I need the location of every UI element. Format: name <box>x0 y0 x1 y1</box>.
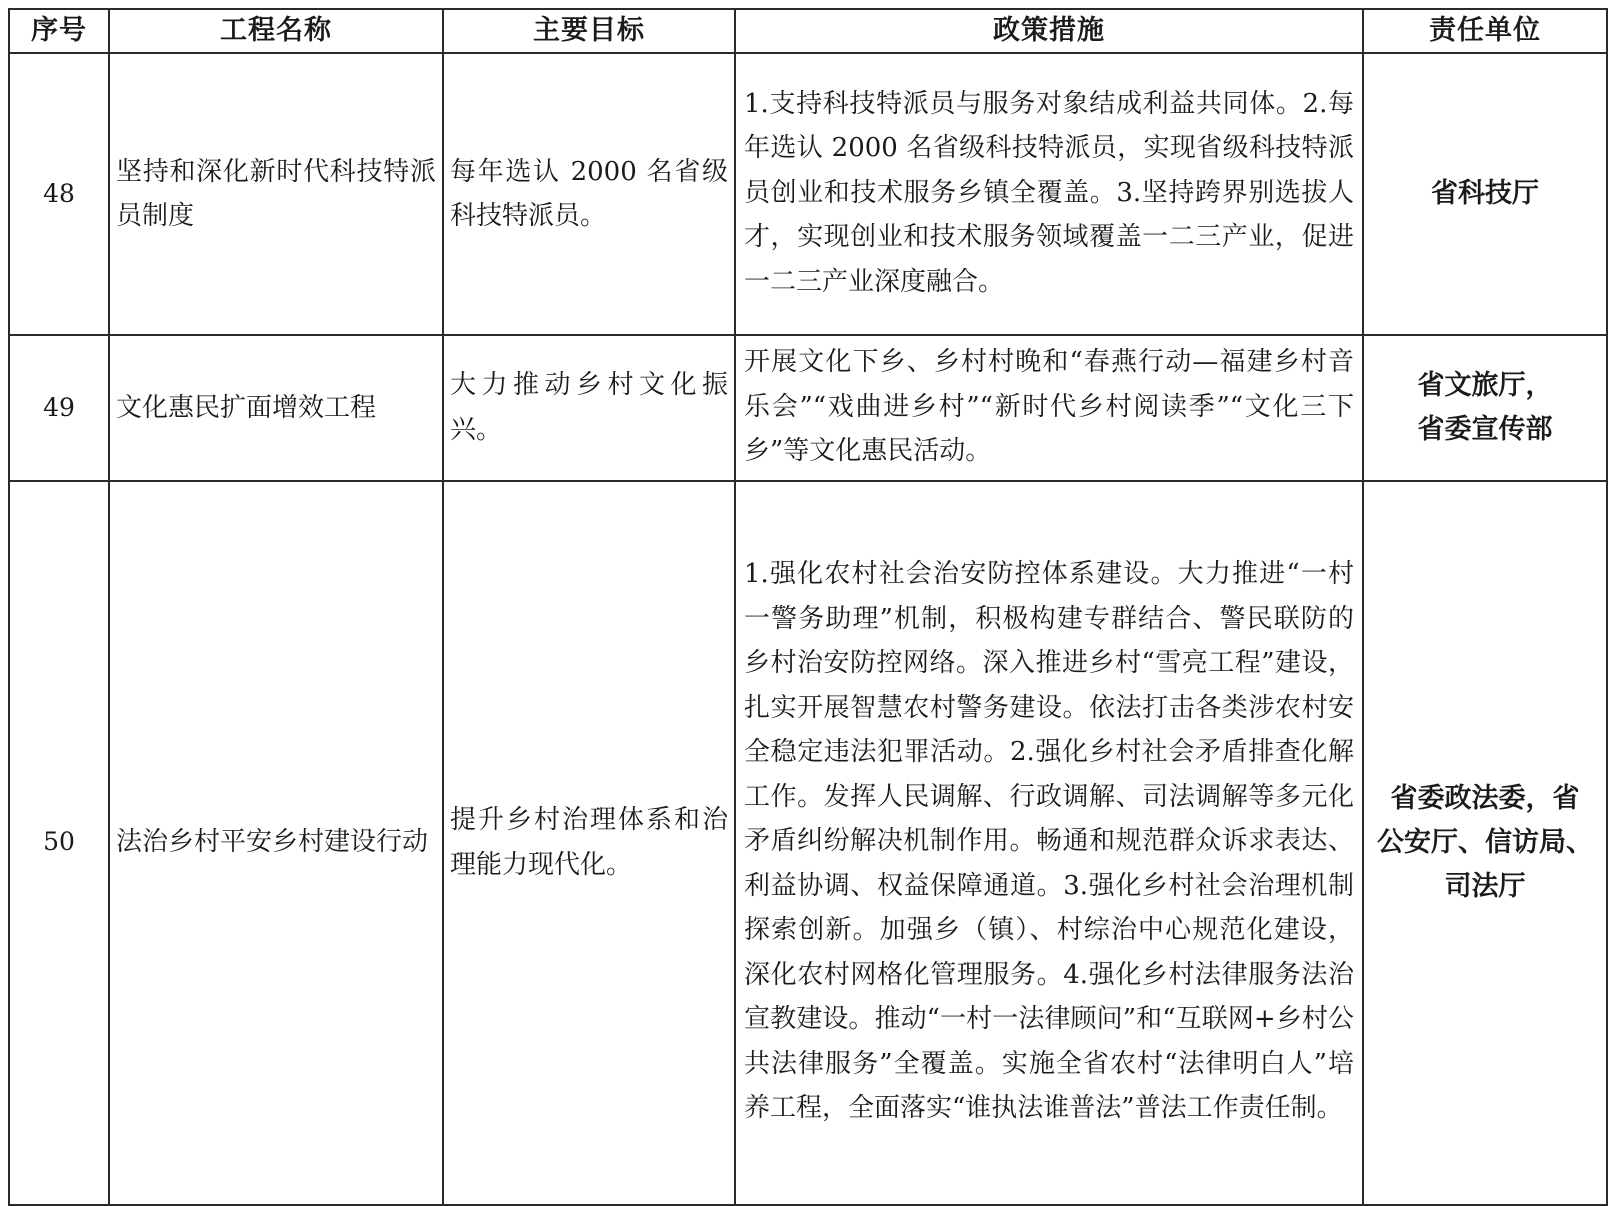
policy-table <box>8 8 1608 1206</box>
row-number: 50 <box>9 481 109 1205</box>
policy-table-page <box>8 8 1606 1206</box>
project-name: 法治乡村平安乡村建设行动 <box>109 481 443 1205</box>
table-row <box>9 481 1607 1205</box>
header-row <box>9 9 1607 53</box>
main-goal: 每年选认 2000 名省级科技特派员。 <box>443 53 735 335</box>
responsible-unit <box>1363 481 1607 1205</box>
policy-measures: 1.强化农村社会治安防控体系建设。大力推进“一村一警务助理”机制，积极构建专群结合、警民联防的乡村治安防控网络。深入推进乡村“雪亮工程”建设，扎实开展智慧农村警务建设。依法打击各类涉农村安全稳定违法犯罪活动。2.强化乡村社会矛盾排查化解工作。发挥人民调解、行政调解、司法调解等多元化矛盾纠纷解决机制作用。畅通和规范群众诉求表达、利益协调、权益保障通道。3.强化乡村社会治理机制探索创新。加强乡（镇）、村综治中心规范化建设，深化农村网格化管理服务。4.强化乡村法律服务法治宣教建设。推动“一村一法律顾问”和“互联网+乡村公共法律服务”全覆盖。实施全省农村“法律明白人”培养工程，全面落实“谁执法谁普法”普法工作责任制。 <box>735 481 1363 1205</box>
header-name: 工程名称 <box>109 9 443 53</box>
responsible-unit <box>1363 53 1607 335</box>
project-name: 文化惠民扩面增效工程 <box>109 335 443 481</box>
row-number: 49 <box>9 335 109 481</box>
policy-measures: 开展文化下乡、乡村村晚和“春燕行动—福建乡村音乐会”“戏曲进乡村”“新时代乡村阅读季”“文化三下乡”等文化惠民活动。 <box>735 335 1363 481</box>
responsible-unit-line: 省委政法委，省 <box>1390 782 1580 814</box>
project-name: 坚持和深化新时代科技特派员制度 <box>109 53 443 335</box>
responsible-unit <box>1363 335 1607 481</box>
row-number: 48 <box>9 53 109 335</box>
header-goal: 主要目标 <box>443 9 735 53</box>
responsible-unit-line: 司法厅 <box>1444 870 1526 902</box>
header-unit: 责任单位 <box>1363 9 1607 53</box>
responsible-unit-line: 省科技厅 <box>1431 178 1539 209</box>
responsible-unit-line: 公安厅、信访局、 <box>1377 826 1593 858</box>
main-goal: 提升乡村治理体系和治理能力现代化。 <box>443 481 735 1205</box>
table-row <box>9 53 1607 335</box>
table-row <box>9 335 1607 481</box>
header-no: 序号 <box>9 9 109 53</box>
header-policy: 政策措施 <box>735 9 1363 53</box>
policy-measures: 1.支持科技特派员与服务对象结成利益共同体。2.每年选认 2000 名省级科技特派员，实现省级科技特派员创业和技术服务乡镇全覆盖。3.坚持跨界别选拔人才，实现创业和技术服务领域覆盖一二三产业，促进一二三产业深度融合。 <box>735 53 1363 335</box>
responsible-unit-line: 省委宣传部 <box>1417 413 1553 445</box>
main-goal: 大力推动乡村文化振兴。 <box>443 335 735 481</box>
responsible-unit-line: 省文旅厅， <box>1417 369 1553 401</box>
